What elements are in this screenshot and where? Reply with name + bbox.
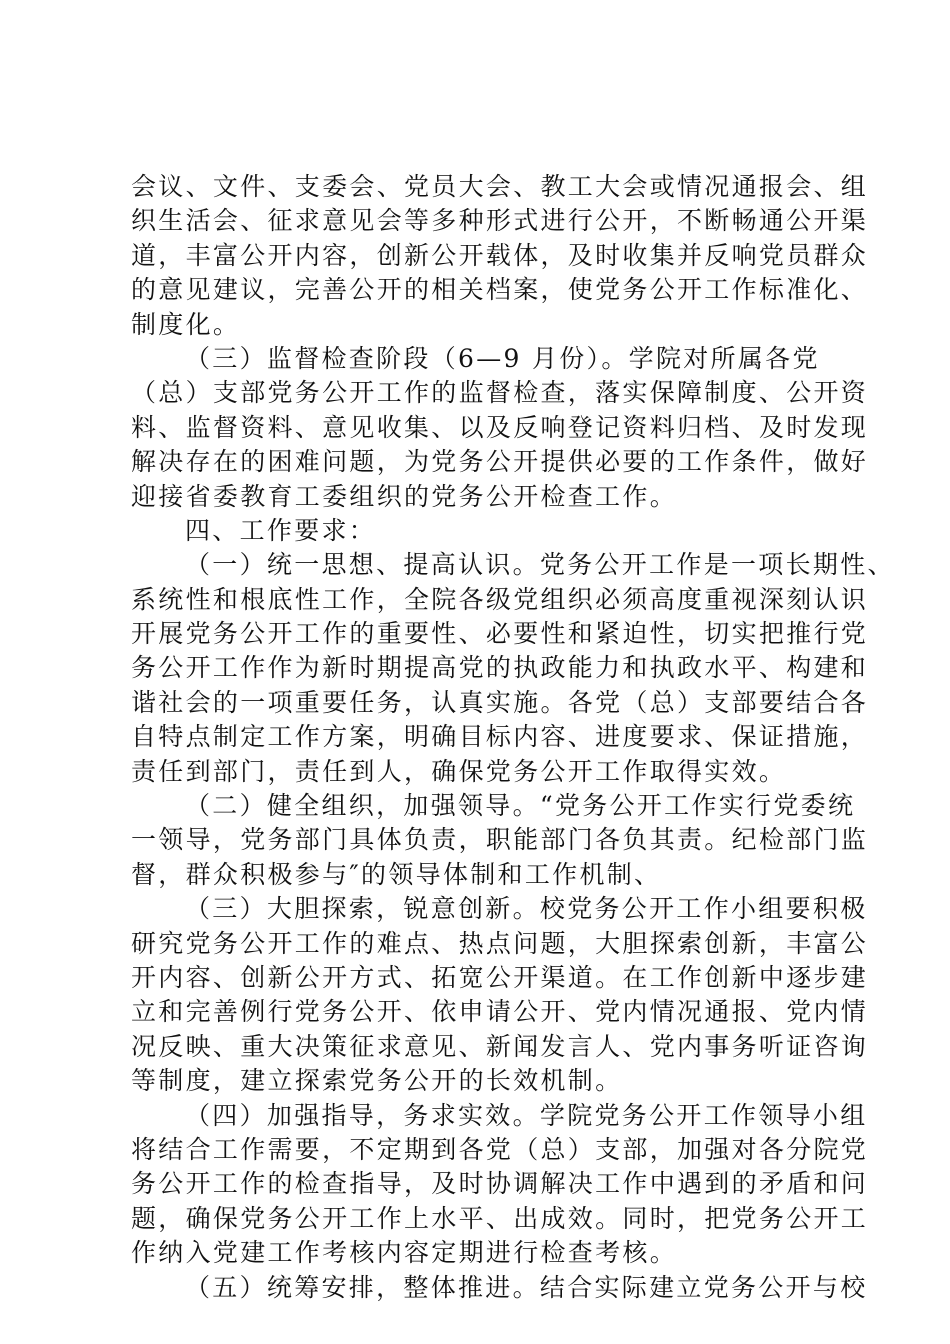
text-line: 作纳入党建工作考核内容定期进行检查考核。 [131, 1238, 678, 1268]
text-line: （三）监督检查阶段（6—9 月份）。学院对所属各党 [185, 343, 820, 373]
text-line: （五）统筹安排，整体推进。结合实际建立党务公开与校 [185, 1272, 868, 1302]
document-body-text [131, 170, 895, 1305]
text-line: 会议、文件、支委会、党员大会、教工大会或情况通报会、组 [131, 172, 869, 201]
text-line: 督，群众积极参与″的领导体制和工作机制、 [131, 859, 662, 889]
text-line: （四）加强指导，务求实效。学院党务公开工作领导小组 [185, 1100, 868, 1130]
text-line: 谐社会的一项重要任务，认真实施。各党（总）支部要结合各 [131, 687, 869, 717]
text-line: 迎接省委教育工委组织的党务公开检查工作。 [131, 481, 678, 511]
text-line: 织生活会、征求意见会等多种形式进行公开，不断畅通公开渠 [131, 206, 869, 236]
text-line: （二）健全组织，加强领导。“党务公开工作实行党委统 [185, 791, 856, 821]
text-line: 务公开工作作为新时期提高党的执政能力和执政水平、构建和 [131, 653, 869, 683]
text-line: 况反映、重大决策征求意见、新闻发言人、党内事务听证咨询 [131, 1031, 869, 1061]
text-line: 一领导，党务部门具体负责，职能部门各负其责。纪检部门监 [131, 825, 869, 855]
text-line: 的意见建议，完善公开的相关档案，使党务公开工作标准化、 [131, 275, 869, 305]
text-line: 系统性和根底性工作，全院各级党组织必须高度重视深刻认识 [131, 584, 869, 614]
text-line: 研究党务公开工作的难点、热点问题，大胆探索创新，丰富公 [131, 928, 869, 958]
text-line: 道，丰富公开内容，创新公开载体，及时收集并反响党员群众 [131, 240, 869, 270]
text-line: 解决存在的困难问题，为党务公开提供必要的工作条件，做好 [131, 447, 869, 477]
text-line: （总）支部党务公开工作的监督检查，落实保障制度、公开资 [131, 378, 869, 408]
text-line: 将结合工作需要，不定期到各党（总）支部，加强对各分院党 [131, 1134, 869, 1164]
text-line: 立和完善例行党务公开、依申请公开、党内情况通报、党内情 [131, 997, 869, 1027]
text-line: 务公开工作的检查指导，及时协调解决工作中遇到的矛盾和问 [131, 1169, 869, 1199]
text-line: 开展党务公开工作的重要性、必要性和紧迫性，切实把推行党 [131, 619, 869, 649]
text-line: （三）大胆探索，锐意创新。校党务公开工作小组要积极 [185, 894, 868, 924]
text-line: 四、工作要求： [185, 515, 377, 545]
text-line: 题，确保党务公开工作上水平、出成效。同时，把党务公开工 [131, 1203, 869, 1233]
text-line: 责任到部门，责任到人，确保党务公开工作取得实效。 [131, 756, 787, 786]
text-line: 料、监督资料、意见收集、以及反响登记资料归档、及时发现 [131, 412, 869, 442]
text-line: 等制度，建立探索党务公开的长效机制。 [131, 1066, 623, 1096]
text-line: 制度化。 [131, 309, 241, 339]
text-line: （一）统一思想、提高认识。党务公开工作是一项长期性、 [185, 550, 895, 580]
text-line: 自特点制定工作方案，明确目标内容、进度要求、保证措施， [131, 722, 869, 752]
text-line: 开内容、创新公开方式、拓宽公开渠道。在工作创新中逐步建 [131, 962, 869, 992]
